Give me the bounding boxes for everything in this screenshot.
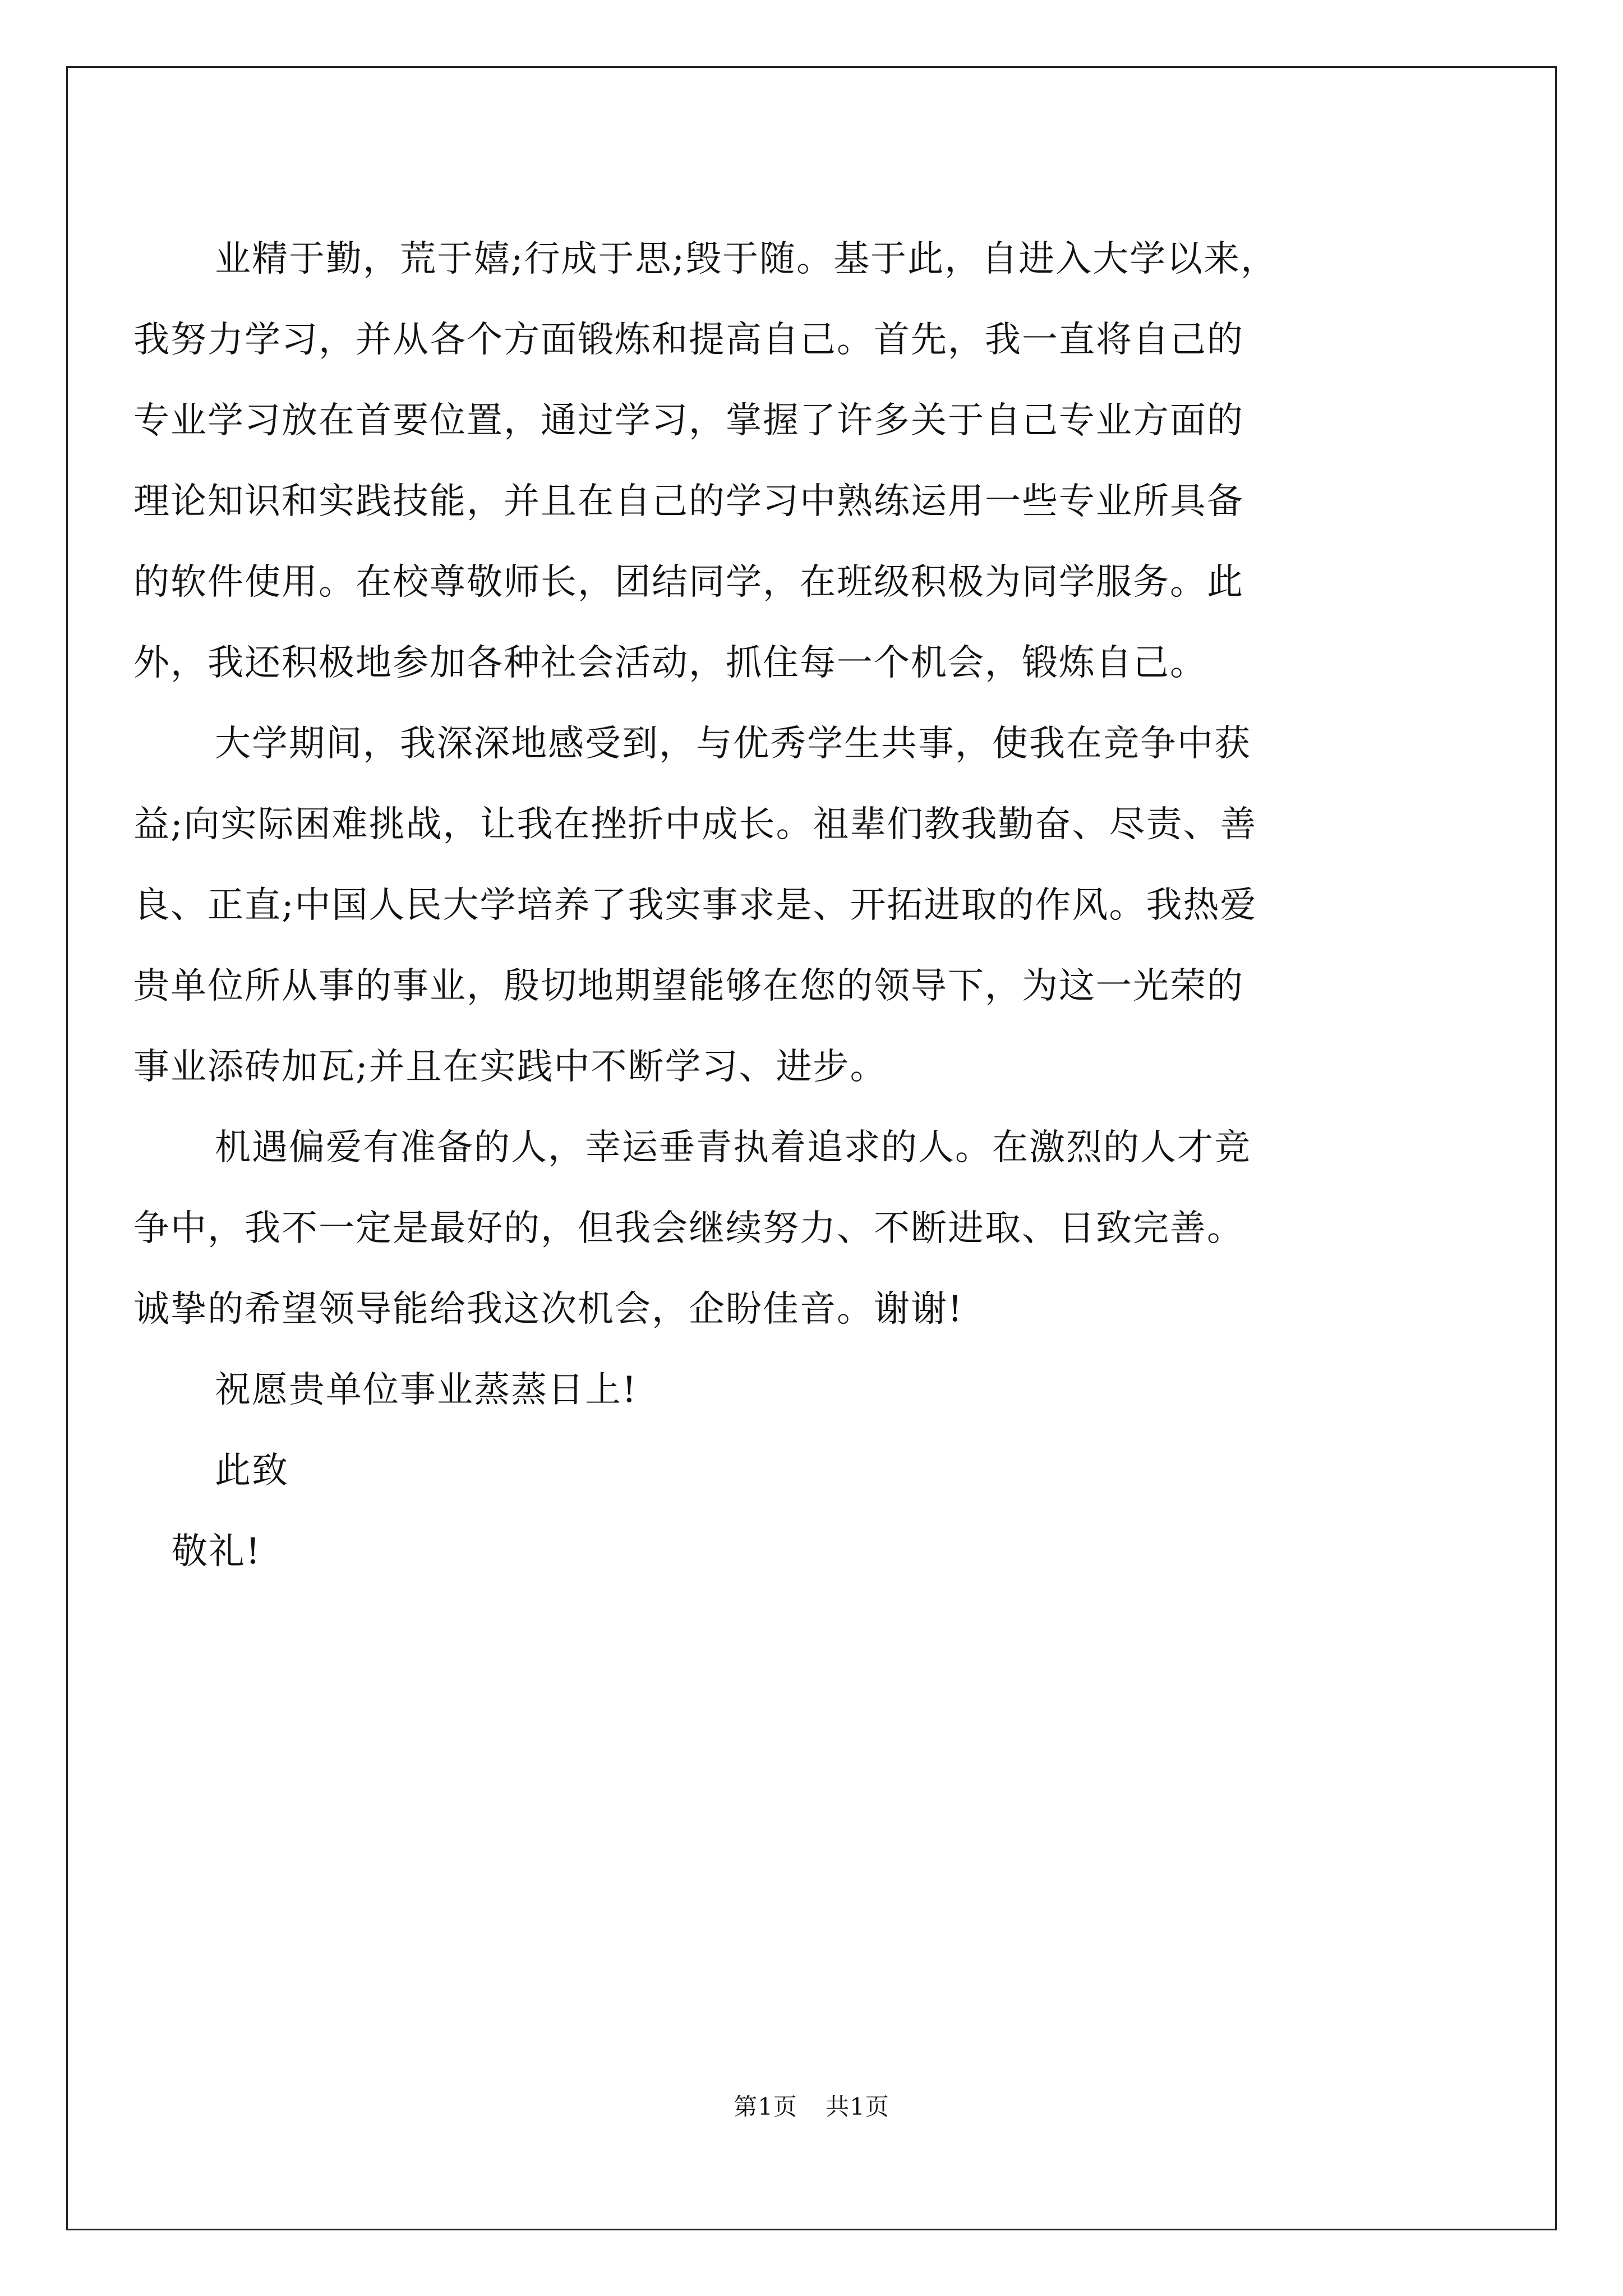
page-footer <box>0 2091 1623 2123</box>
paragraph-line: 益;向实际困难挑战，让我在挫折中成长。祖辈们教我勤奋、尽责、善 <box>133 804 1257 845</box>
paragraph-1 <box>133 219 1493 703</box>
page-number-total: 共1页 <box>826 2093 889 2120</box>
paragraph-line: 机遇偏爱有准备的人，幸运垂青执着追求的人。在激烈的人才竞 <box>215 1127 1251 1168</box>
closing-wish: 祝愿贵单位事业蒸蒸日上! <box>215 1369 638 1411</box>
paragraph-line: 大学期间，我深深地感受到，与优秀学生共事，使我在竞争中获 <box>215 723 1251 765</box>
paragraph-line: 贵单位所从事的事业，殷切地期望能够在您的领导下，为这一光荣的 <box>133 965 1244 1007</box>
salutation: 敬礼! <box>172 1531 261 1572</box>
paragraph-line: 争中，我不一定是最好的，但我会继续努力、不断进取、日致完善。 <box>133 1208 1244 1249</box>
paragraph-line: 良、正直;中国人民大学培养了我实事求是、开拓进取的作风。我热爱 <box>133 885 1257 926</box>
page-number-current: 第1页 <box>734 2093 797 2120</box>
paragraph-line: 业精于勤，荒于嬉;行成于思;毁于随。基于此，自进入大学以来， <box>215 238 1278 280</box>
paragraph-line: 专业学习放在首要位置，通过学习，掌握了许多关于自己专业方面的 <box>133 400 1244 441</box>
paragraph-line: 我努力学习，并从各个方面锻炼和提高自己。首先，我一直将自己的 <box>133 319 1244 361</box>
closing-phrase: 此致 <box>215 1450 289 1492</box>
paragraph-line: 的软件使用。在校尊敬师长，团结同学，在班级积极为同学服务。此 <box>133 562 1244 603</box>
paragraph-line: 诚挚的希望领导能给我这次机会，企盼佳音。谢谢! <box>133 1289 963 1330</box>
paragraph-line: 外，我还积极地参加各种社会活动，抓住每一个机会，锻炼自己。 <box>133 642 1207 684</box>
paragraph-line: 事业添砖加瓦;并且在实践中不断学习、进步。 <box>133 1046 887 1088</box>
letter-body <box>133 219 1493 1592</box>
paragraph-line: 理论知识和实践技能，并且在自己的学习中熟练运用一些专业所具备 <box>133 481 1244 522</box>
paragraph-2 <box>133 703 1493 1107</box>
paragraph-3 <box>133 1107 1493 1350</box>
